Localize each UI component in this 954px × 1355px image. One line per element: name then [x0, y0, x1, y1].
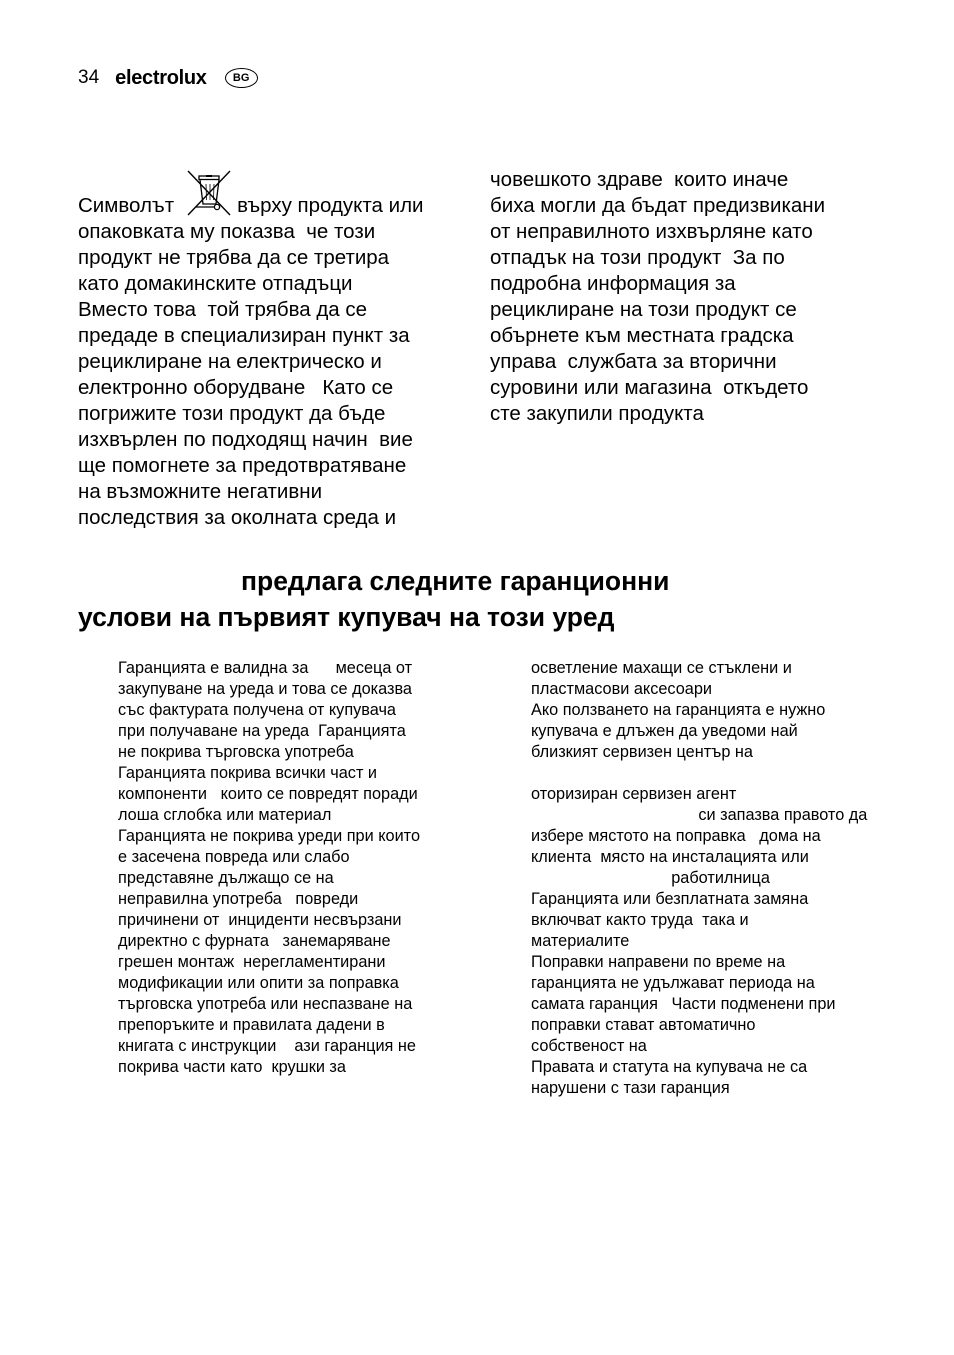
text-line: самата гаранция Части подменени при [531, 995, 836, 1013]
text-line: Ако ползването на гаранцията е нужно [531, 701, 826, 719]
text-line: Поправки направени по време на [531, 953, 786, 971]
text-line: купувача е длъжен да уведоми най [531, 722, 798, 740]
text-line: подробна информация за [490, 272, 736, 295]
disposal-text-continue: върху продукта или [237, 194, 424, 217]
text-line: сте закупили продукта [490, 402, 704, 425]
text-line: човешкото здраве които иначе [490, 168, 789, 191]
language-badge: BG [225, 68, 258, 88]
text-line: лоша сглобка или материал [118, 806, 332, 824]
text-line: представяне дължащо се на [118, 869, 334, 887]
page-header [78, 64, 258, 92]
text-line: Правата и статута на купувача не са [531, 1058, 808, 1076]
text-line: Гаранцията покрива всички част и [118, 764, 378, 782]
crossed-out-wheelie-bin-icon [184, 168, 234, 218]
text-line: електронно оборудване Като се [78, 376, 394, 399]
text-line: продукт не трябва да се третира [78, 246, 390, 269]
text-line: рециклиране на електрическо и [78, 350, 382, 373]
text-line: модификации или опити за поправка [118, 974, 399, 992]
text-line: от неправилното изхвърляне като [490, 220, 813, 243]
warranty-heading [78, 563, 669, 635]
page-number: 34 [78, 67, 100, 88]
text-line: управа службата за вторични [490, 350, 777, 373]
text-line: ще помогнете за предотвратяване [78, 454, 407, 477]
text-line: избере мястото на поправка дома на [531, 827, 821, 845]
text-line: поправки стават автоматично [531, 1016, 756, 1034]
text-line: търговска употреба или неспазване на [118, 995, 413, 1013]
text-line: последствия за околната среда и [78, 506, 397, 529]
disposal-text-right [490, 167, 900, 427]
brand-logo: electrolux [115, 66, 207, 89]
text-line: неправилна употреба повреди [118, 890, 359, 908]
text-line: Гаранцията е валидна за месеца от [118, 659, 413, 677]
text-line: със фактурата получена от купувача [118, 701, 396, 719]
text-line: директно с фурната занемаряване [118, 932, 391, 950]
text-line: си запазва правото да [531, 806, 868, 824]
text-line: работилница [531, 869, 770, 887]
text-line: на възможните негативни [78, 480, 323, 503]
text-line: Гаранцията не покрива уреди при които [118, 827, 421, 845]
disposal-text-start: Символът [78, 194, 175, 217]
text-line: биха могли да бъдат предизвикани [490, 194, 826, 217]
text-line: включват както труда така и [531, 911, 749, 929]
text-line: оторизиран сервизен агент [531, 785, 737, 803]
text-line: предаде в специализиран пункт за [78, 324, 410, 347]
text-line: изхвърлен по подходящ начин вие [78, 428, 413, 451]
text-line [531, 763, 891, 784]
text-line: причинени от инциденти несвързани [118, 911, 402, 929]
warranty-text-right [531, 658, 891, 1099]
text-line: при получаване на уреда Гаранцията [118, 722, 406, 740]
text-line: компоненти които се повредят поради [118, 785, 418, 803]
text-line: суровини или магазина откъдето [490, 376, 809, 399]
text-line: клиента място на инсталацията или [531, 848, 809, 866]
warranty-text-left [118, 658, 478, 1078]
text-line: нарушени с тази гаранция [531, 1079, 730, 1097]
disposal-first-line [78, 168, 478, 219]
text-line: близкият сервизен център на [531, 743, 753, 761]
text-line: книгата с инструкции ази гаранция не [118, 1037, 416, 1055]
text-line: осветление махащи се стъклени и [531, 659, 792, 677]
text-line: погрижите този продукт да бъде [78, 402, 386, 425]
text-line: не покрива търговска употреба [118, 743, 354, 761]
text-line: е засечена повреда или слабо [118, 848, 350, 866]
text-line: обърнете към местната градска [490, 324, 794, 347]
text-line: грешен монтаж нерегламентирани [118, 953, 386, 971]
text-line: опаковката му показва че този [78, 220, 376, 243]
heading-line-1: предлага следните гаранционни [241, 566, 670, 596]
text-line: собственост на [531, 1037, 647, 1055]
text-line: като домакинските отпадъци [78, 272, 353, 295]
text-line: Гаранцията или безплатната замяна [531, 890, 809, 908]
text-line: закупуване на уреда и това се доказва [118, 680, 412, 698]
text-line: Вместо това той трябва да се [78, 298, 368, 321]
text-line: препоръките и правилата дадени в [118, 1016, 385, 1034]
text-line: покрива части като крушки за [118, 1058, 346, 1076]
disposal-text-left [78, 168, 478, 531]
text-line: материалите [531, 932, 630, 950]
text-line: пластмасови аксесоари [531, 680, 713, 698]
text-line: рециклиране на този продукт се [490, 298, 797, 321]
heading-line-2: услови на първият купувач на този уред [78, 602, 615, 632]
text-line: гаранцията не удължават периода на [531, 974, 815, 992]
text-line: отпадък на този продукт За по [490, 246, 785, 269]
